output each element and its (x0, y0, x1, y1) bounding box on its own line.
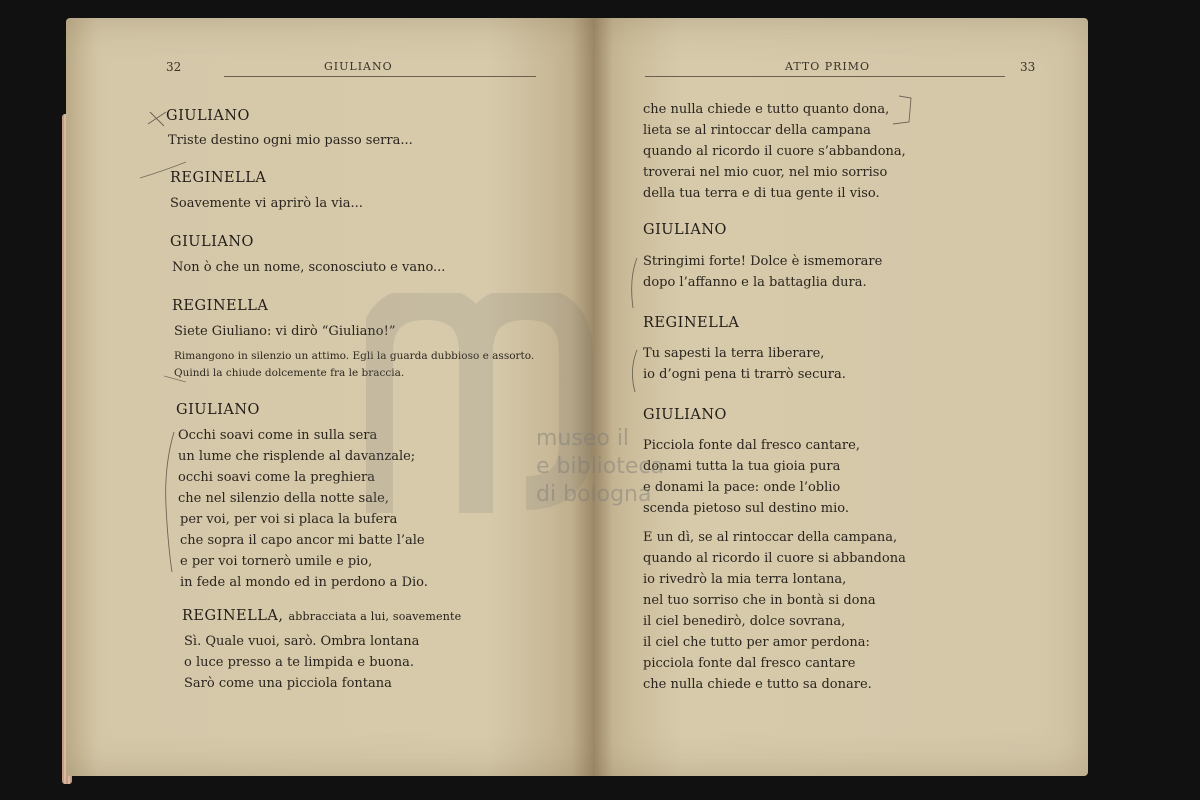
verse-line: dopo l’affanno e la battaglia dura. (643, 275, 867, 290)
watermark-text: di bologna (536, 482, 652, 507)
verse-line: nel tuo sorriso che in bontà si dona (643, 593, 876, 608)
verse-line: Stringimi forte! Dolce è ismemorare (643, 254, 883, 269)
right-page-header (645, 60, 1035, 76)
left-header-rule (224, 76, 536, 77)
stage-note: Rimangono in silenzio un attimo. Egli la guarda dubbioso e assorto. (174, 350, 535, 362)
verse-line: in fede al mondo ed in perdono a Dio. (180, 575, 428, 590)
verse-line: Sarò come una picciola fontana (184, 676, 392, 691)
verse-line: picciola fonte dal fresco cantare (643, 656, 856, 671)
speaker-name: GIULIANO (170, 234, 254, 250)
verse-line: quando al ricordo il cuore s’abbandona, (643, 144, 906, 159)
right-running-head: ATTO PRIMO (785, 60, 871, 73)
left-page-number: 32 (166, 60, 182, 74)
verse-line: donami tutta la tua gioia pura (643, 459, 841, 474)
left-running-head: GIULIANO (324, 60, 393, 73)
stage-direction: abbracciata a lui, soavemente (288, 610, 462, 623)
right-page-number: 33 (1020, 60, 1036, 74)
verse-line: che nel silenzio della notte sale, (178, 491, 389, 506)
verse-line: Tu sapesti la terra liberare, (643, 346, 825, 361)
speaker-name: REGINELLA (172, 298, 269, 314)
verse-line: Siete Giuliano: vi dirò “Giuliano!” (174, 324, 396, 339)
verse-line: occhi soavi come la preghiera (178, 470, 375, 485)
verse-line: il ciel benedirò, dolce sovrana, (643, 614, 846, 629)
speaker-name (182, 608, 461, 624)
verse-line: quando al ricordo il cuore si abbandona (643, 551, 906, 566)
left-page-header (166, 60, 546, 76)
speaker-name: REGINELLA (170, 170, 267, 186)
speaker-name: GIULIANO (166, 108, 250, 124)
verse-line: Non ò che un nome, sconosciuto e vano... (172, 260, 446, 275)
verse-line: Sì. Quale vuoi, sarò. Ombra lontana (184, 634, 420, 649)
speaker-name: GIULIANO (176, 402, 260, 418)
verse-line: lieta se al rintoccar della campana (643, 123, 871, 138)
verse-line: Soavemente vi aprirò la via... (170, 196, 363, 211)
verse-line: che sopra il capo ancor mi batte l’ale (180, 533, 425, 548)
verse-line: della tua terra e di tua gente il viso. (643, 186, 880, 201)
verse-line: troverai nel mio cuor, nel mio sorriso (643, 165, 888, 180)
verse-line: E un dì, se al rintoccar della campana, (643, 530, 898, 545)
verse-line: io d’ogni pena ti trarrò secura. (643, 367, 846, 382)
speaker-name-text: REGINELLA, (182, 608, 284, 624)
verse-line: il ciel che tutto per amor perdona: (643, 635, 870, 650)
verse-line: e donami la pace: onde l’oblio (643, 480, 841, 495)
speaker-name: GIULIANO (643, 407, 727, 423)
open-book (66, 18, 1106, 780)
verse-line: scenda pietoso sul destino mio. (643, 501, 850, 516)
verse-line: un lume che risplende al davanzale; (178, 449, 416, 464)
verse-line: che nulla chiede e tutto quanto dona, (643, 102, 890, 117)
right-header-rule (645, 76, 1005, 77)
verse-line: e per voi tornerò umile e pio, (180, 554, 373, 569)
verse-line: io rivedrò la mia terra lontana, (643, 572, 847, 587)
left-page (66, 18, 593, 776)
verse-line: che nulla chiede e tutto sa donare. (643, 677, 872, 692)
verse-line: Occhi soavi come in sulla sera (178, 428, 378, 443)
stage-note: Quindi la chiude dolcemente fra le braccia. (174, 367, 405, 379)
right-page (593, 18, 1088, 776)
verse-line: Picciola fonte dal fresco cantare, (643, 438, 860, 453)
watermark-text: e biblioteca (536, 454, 664, 479)
speaker-name: GIULIANO (643, 222, 727, 238)
verse-line: Triste destino ogni mio passo serra... (168, 133, 413, 148)
watermark-text: museo il (536, 426, 630, 451)
verse-line: per voi, per voi si placa la bufera (180, 512, 398, 527)
verse-line: o luce presso a te limpida e buona. (184, 655, 414, 670)
speaker-name: REGINELLA (643, 315, 740, 331)
